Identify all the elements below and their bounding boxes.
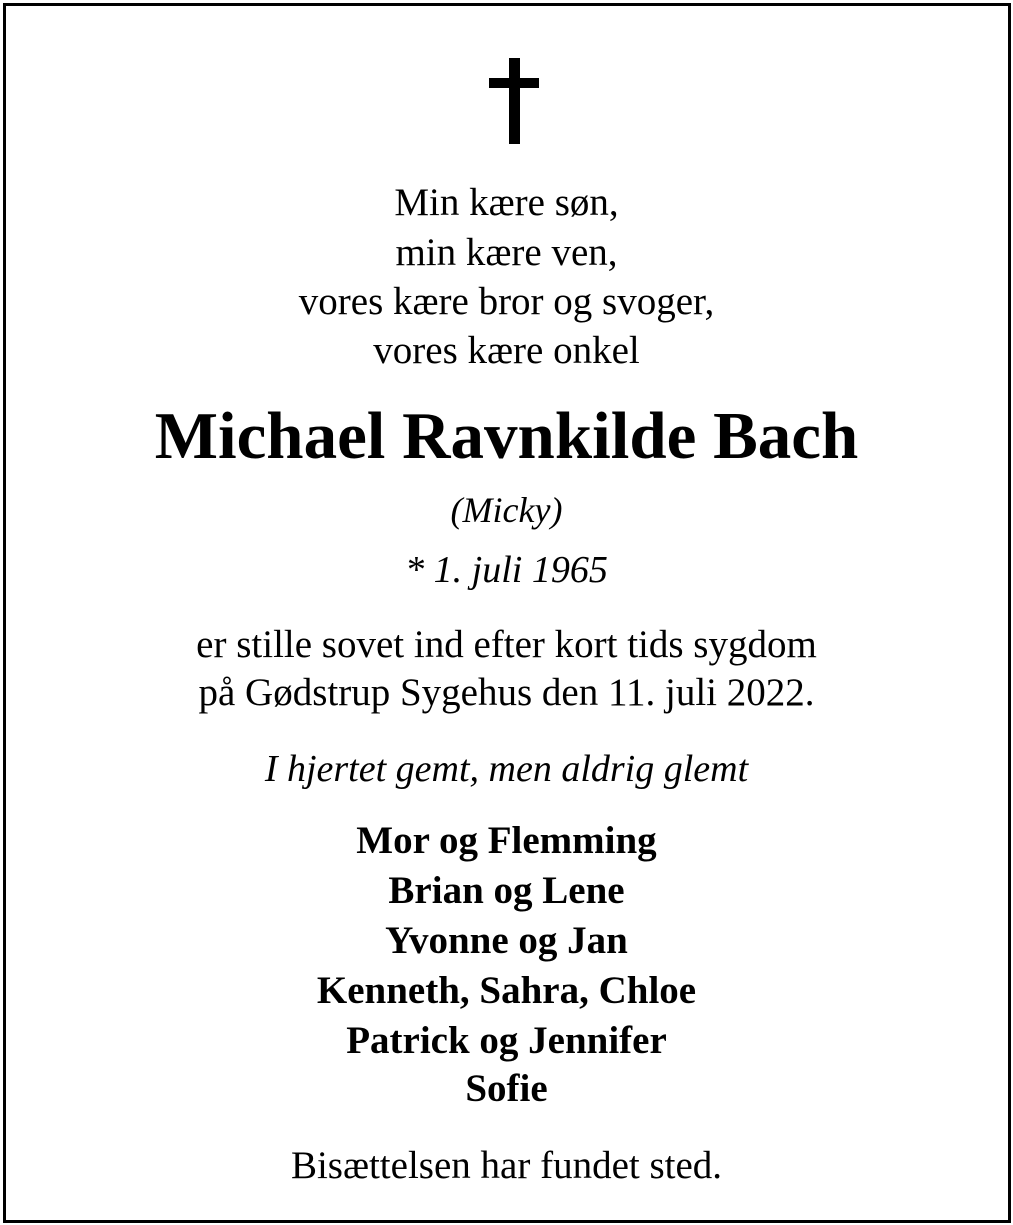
family-line-3: Yvonne og Jan [385,919,628,962]
dedication-line-3: vores kære bror og svoger, [298,280,715,323]
cross-vertical-bar [509,58,520,144]
family-line-6: Sofie [465,1067,548,1110]
birth-date: * 1. juli 1965 [405,549,608,591]
death-notice-line-1: er stille sovet ind efter kort tids sygdom [196,623,817,666]
motto: I hjertet gemt, men aldrig glemt [264,748,749,790]
family-line-4: Kenneth, Sahra, Chloe [316,969,697,1012]
deceased-nickname: (Micky) [450,490,563,530]
family-line-2: Brian og Lene [388,869,625,912]
family-line-5: Patrick og Jennifer [346,1019,667,1062]
dedication-line-4: vores kære onkel [373,329,640,372]
cross-icon [489,58,539,144]
deceased-name: Michael Ravnkilde Bach [154,399,859,473]
dedication-line-2: min kære ven, [395,231,618,274]
death-notice-line-2: på Gødstrup Sygehus den 11. juli 2022. [198,671,815,714]
family-line-1: Mor og Flemming [356,819,657,862]
funeral-note: Bisættelsen har fundet sted. [290,1144,723,1187]
cross-horizontal-bar [489,78,539,88]
dedication-line-1: Min kære søn, [394,181,619,224]
